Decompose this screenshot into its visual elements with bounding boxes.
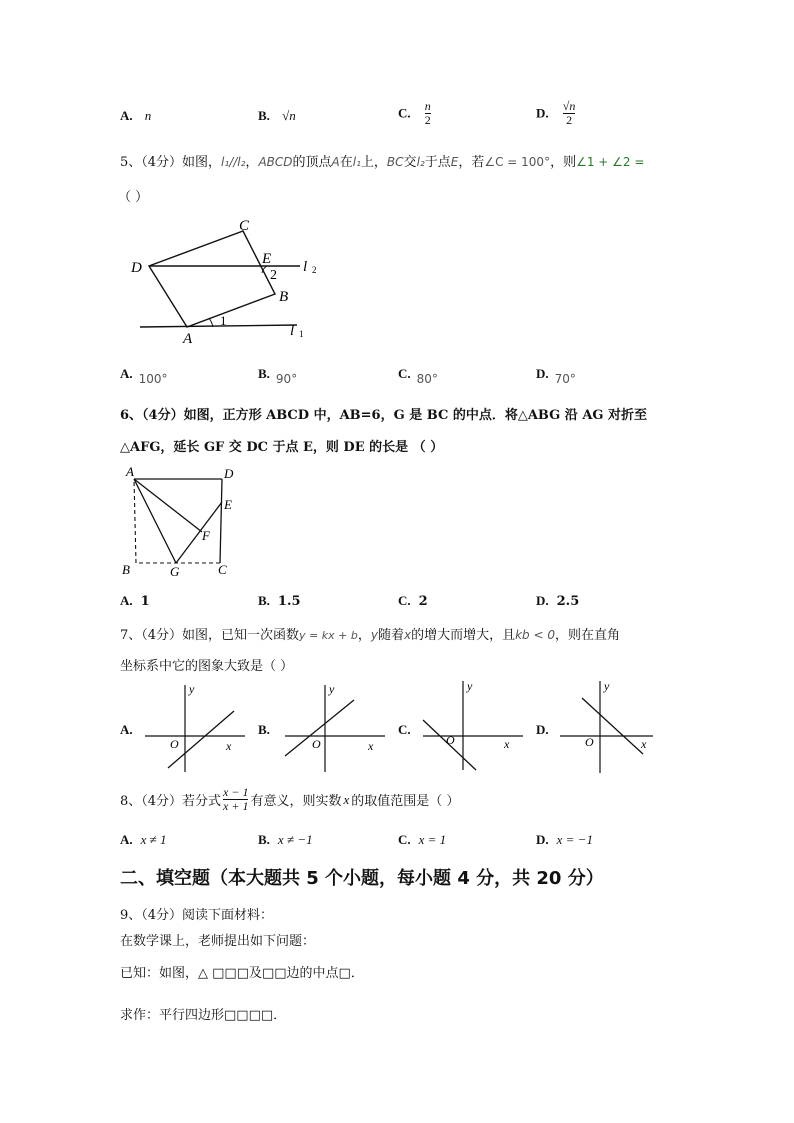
svg-text:y: y <box>329 682 335 696</box>
q8-stem: 8、（4分）若分式 $\frac{x - 1}{x + 1}$ 有意义，则实数 x 的取值范围是（ ） <box>120 785 460 813</box>
q6-stem-line1: 6、（4分）如图，正方形 ABCD 中，AB=6，G 是 BC 的中点．将△ABG 沿 AG 对折至 <box>120 408 648 423</box>
q6-option-b: B. 1.5 <box>258 593 301 609</box>
q6-stem-line2: △AFG，延长 GF 交 DC 于点 E，则 DE 的长是 （ ） <box>120 440 444 455</box>
q7-stem-line1: 7、（4分）如图，已知一次函数y = kx + b，y随着x的增大而增大，且kb < 0，则在直角 <box>120 628 621 643</box>
q7-graph-a <box>140 680 250 775</box>
q5-label-b: B <box>279 289 289 305</box>
q5-label-l1-sub: 1 <box>299 329 304 339</box>
q4-option-c: C. $\frac{n}{2}$ <box>398 99 431 127</box>
q8-option-d: D. x = −1 <box>536 832 593 847</box>
svg-text:y: y <box>189 682 195 696</box>
q4-option-d-fraction: $\frac{√n}{2}$ <box>562 99 576 127</box>
q6-label-e: E <box>224 497 232 512</box>
q5-label-e: E <box>262 251 272 267</box>
q7-option-c-label: C. <box>398 722 411 737</box>
q8-option-b: B. x ≠ −1 <box>258 832 313 847</box>
q4-option-a-value: n <box>144 108 152 123</box>
svg-text:O: O <box>446 733 455 747</box>
svg-text:x: x <box>641 737 647 751</box>
q6-option-d: D. 2.5 <box>536 593 580 609</box>
q5-label-a: A <box>183 331 193 347</box>
q8-option-a: A. x ≠ 1 <box>120 832 167 847</box>
svg-text:O: O <box>170 737 179 751</box>
q7-option-b-label: B. <box>258 722 270 737</box>
q4-option-c-fraction: $\frac{n}{2}$ <box>424 99 431 127</box>
q8-option-c: C. x = 1 <box>398 832 447 847</box>
svg-text:O: O <box>312 737 321 751</box>
q9-line1: 9、（4分）阅读下面材料： <box>120 908 274 923</box>
q6-label-d: D <box>224 466 234 481</box>
svg-text:x: x <box>368 739 374 753</box>
q6-figure <box>116 462 244 580</box>
q5-label-angle1: 1 <box>220 313 227 328</box>
q5-label-l2: l <box>303 259 308 275</box>
q8-fraction: $\frac{x - 1}{x + 1}$ <box>223 785 249 813</box>
q5-label-c: C <box>239 218 250 234</box>
q9-line2: 在数学课上，老师提出如下问题： <box>120 934 316 949</box>
q6-option-a: A. 1 <box>120 593 150 609</box>
q4-option-d: D. $\frac{√n}{2}$ <box>536 99 576 127</box>
q5-answer-paren: （ ） <box>118 190 149 205</box>
q6-label-g: G <box>170 564 180 579</box>
q7-option-d-label: D. <box>536 722 549 737</box>
q7-graph-b <box>280 680 390 775</box>
svg-text:y: y <box>604 679 610 693</box>
q6-label-a: A <box>126 464 134 479</box>
q5-figure <box>125 215 340 350</box>
q7-stem-line2: 坐标系中它的图象大致是（ ） <box>120 659 294 674</box>
q5-option-a: A. 100° <box>120 366 168 386</box>
q5-stem: 5、（4分）如图，l₁//l₂，ABCD的顶点A在l₁上，BC交l₂于点E，若∠C = 100°，则∠1 + ∠2 = <box>120 155 645 170</box>
q5-option-b: B. 90° <box>258 366 298 386</box>
q6-label-b: B <box>122 562 130 577</box>
q7-option-a-label: A. <box>120 722 133 737</box>
q5-label-angle2: 2 <box>270 268 277 283</box>
q6-label-f: F <box>202 528 210 543</box>
q5-option-c: C. 80° <box>398 366 438 386</box>
q9-line3: 已知：如图，△ □□□及□□边的中点□． <box>120 966 364 981</box>
svg-text:O: O <box>585 735 594 749</box>
q4-option-b-value: √n <box>282 108 296 123</box>
q5-label-l1: l <box>290 323 295 339</box>
q5-option-d: D. 70° <box>536 366 576 386</box>
q4-option-b: B. √n <box>258 108 296 123</box>
q6-option-c: C. 2 <box>398 593 428 609</box>
q5-label-l2-sub: 2 <box>312 265 317 275</box>
svg-text:x: x <box>504 737 510 751</box>
q5-label-d: D <box>131 260 142 276</box>
q4-option-a: A. n <box>120 108 152 123</box>
svg-text:y: y <box>467 679 473 693</box>
q9-line4: 求作：平行四边形□□□□． <box>120 1008 287 1023</box>
q6-label-c: C <box>218 562 227 577</box>
q7-graph-c <box>418 678 528 773</box>
svg-text:x: x <box>226 739 232 753</box>
q7-graph-d <box>555 678 665 773</box>
section-2-heading: 二、填空题（本大题共 5 个小题，每小题 4 分，共 20 分） <box>120 868 604 889</box>
